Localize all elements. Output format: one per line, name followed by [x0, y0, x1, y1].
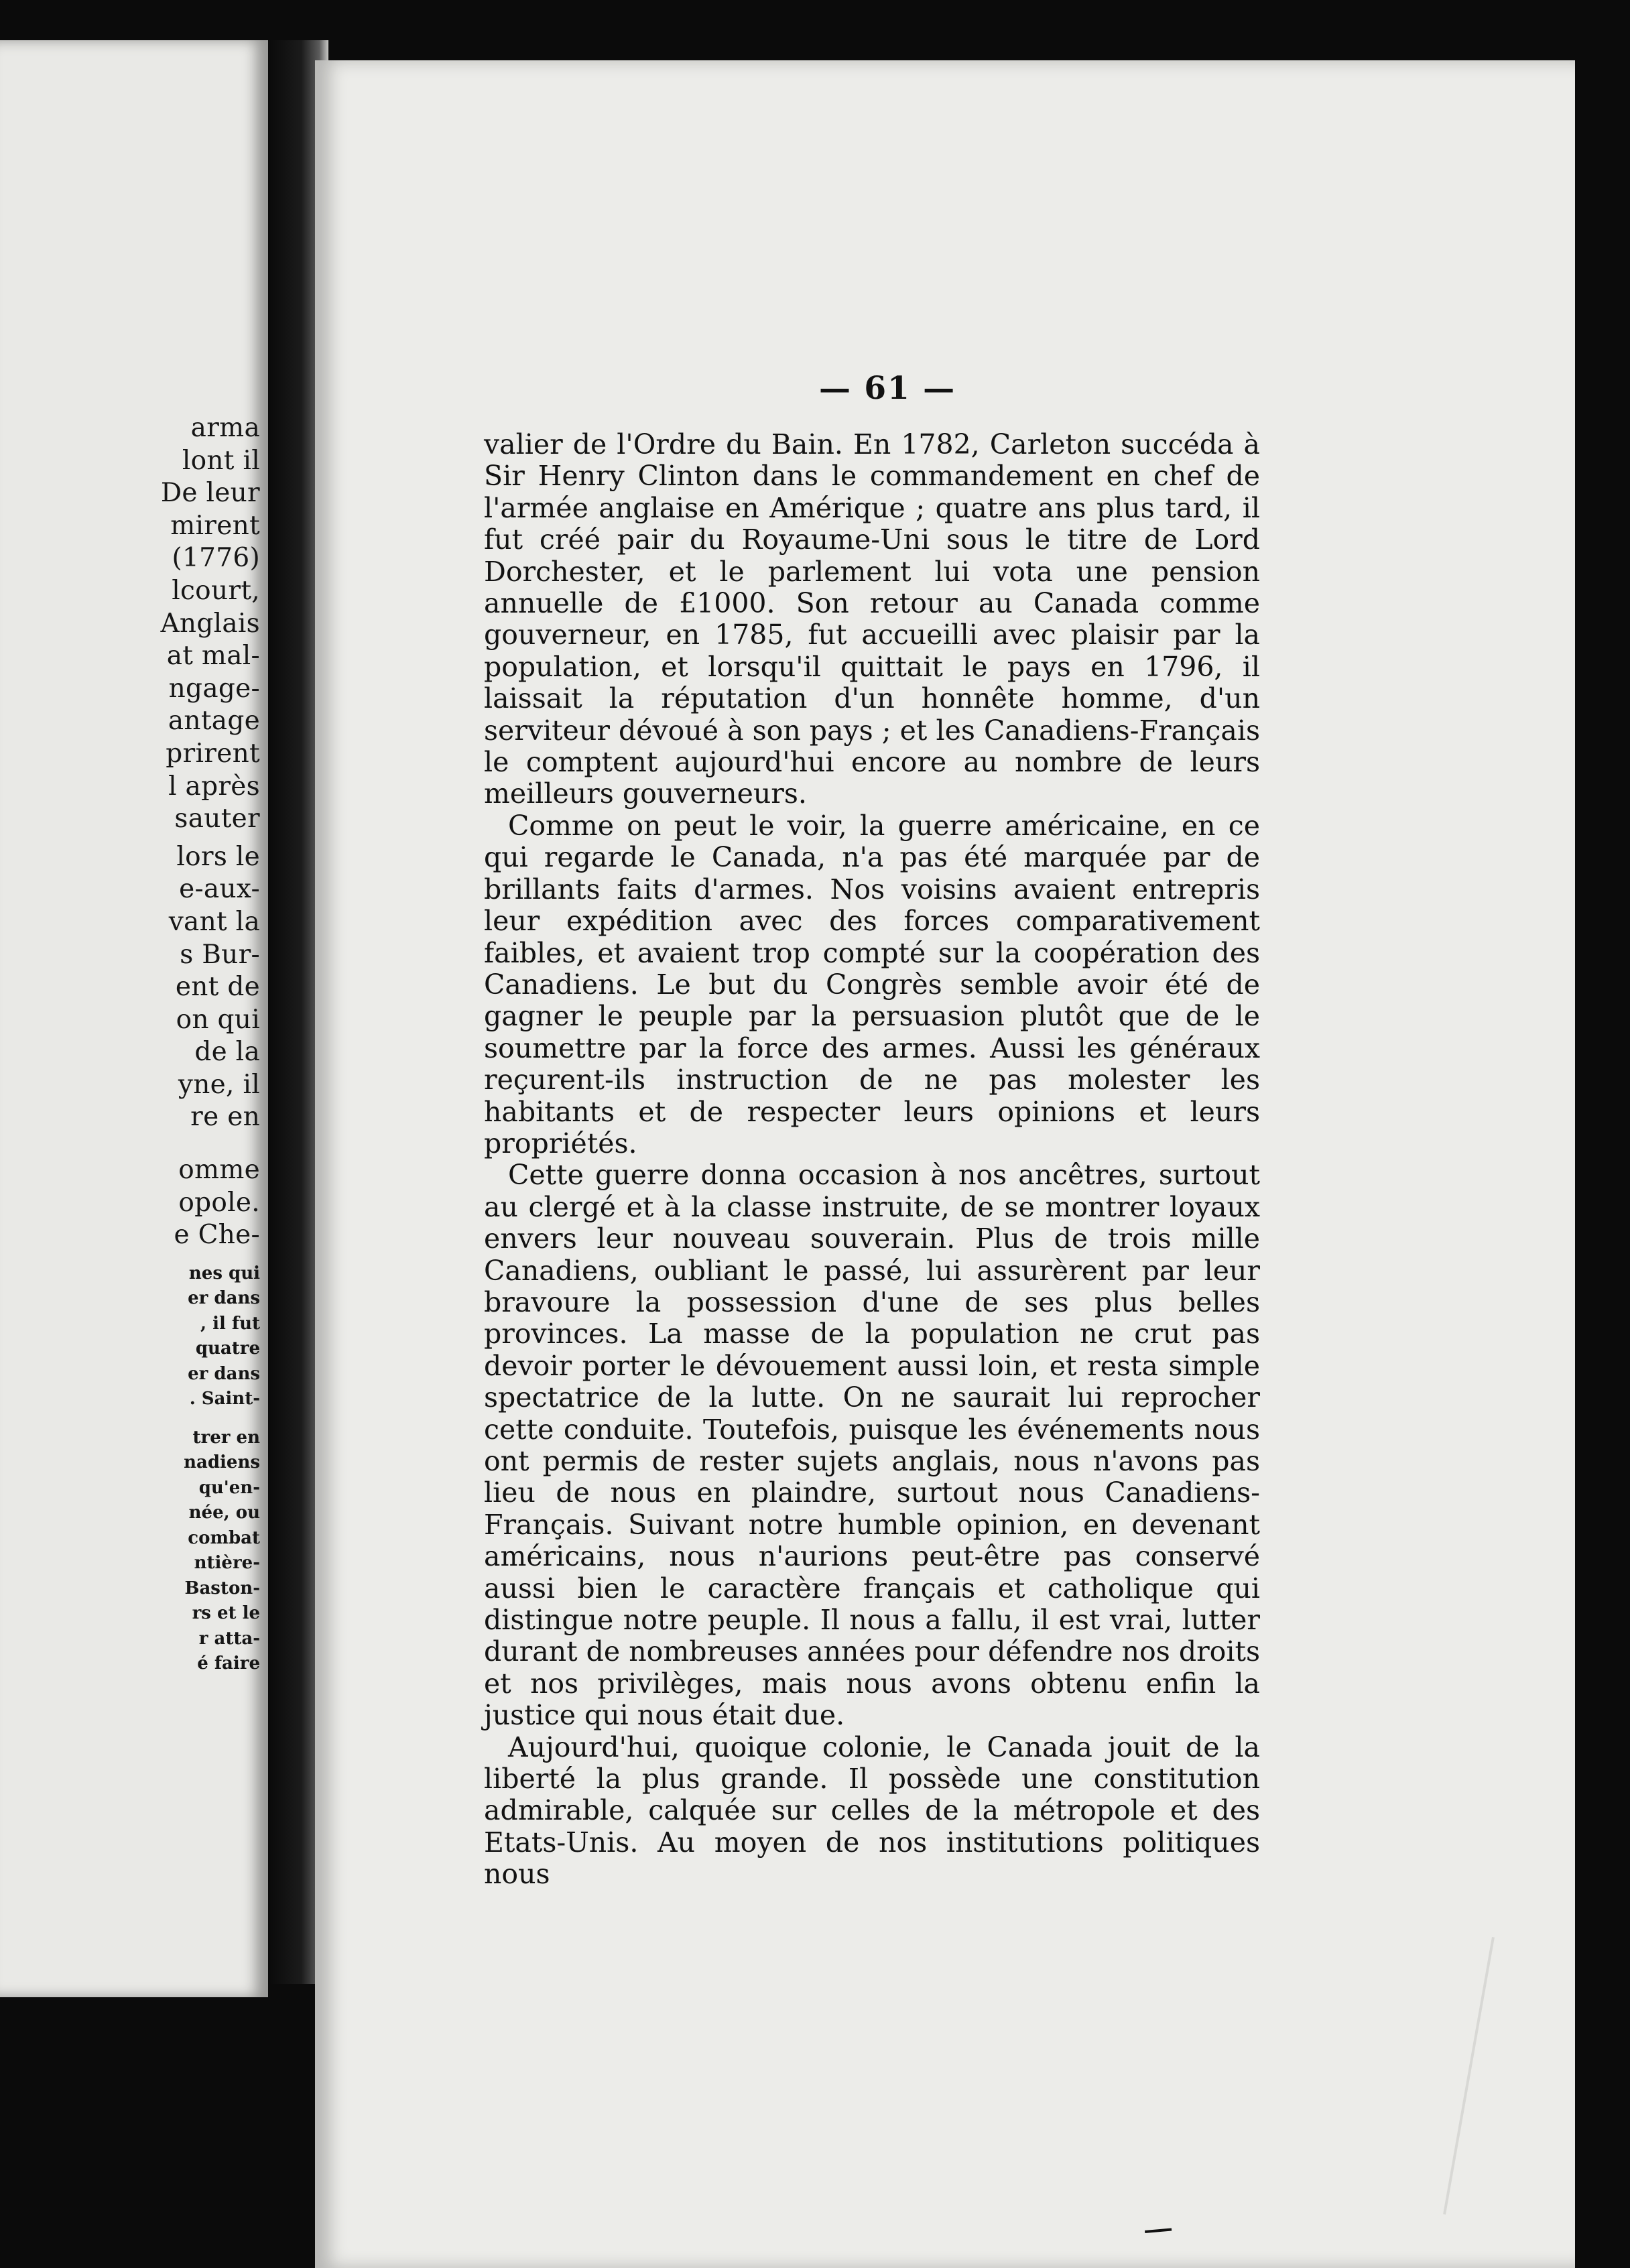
left-page-line: e Che- — [174, 1220, 260, 1251]
left-page-line: ngage- — [168, 673, 260, 704]
left-page-line: trer en — [192, 1427, 260, 1448]
left-page-line: sauter — [174, 804, 260, 834]
left-page-line: ntière- — [194, 1553, 260, 1574]
left-page-line: opole. — [178, 1187, 260, 1218]
left-page-line: lont il — [182, 445, 260, 476]
left-page-line: combat — [188, 1527, 260, 1548]
page-number: — 61 — — [819, 370, 956, 407]
left-page-line: lcourt, — [172, 575, 260, 606]
left-page-line: de la — [194, 1037, 260, 1068]
left-page-line: ent de — [175, 972, 260, 1003]
left-page-line: er dans — [188, 1288, 260, 1309]
left-page-line: at mal- — [166, 641, 260, 672]
paragraph-2: Comme on peut le voir, la guerre américaine, en ce qui regarde le Canada, n'a pas été marquée par de brillants faits d'armes. Nos voisins avaient entrepris leur expédition avec des forces comparativement faibles, et avaient trop compté sur la coopération des Canadiens. Le but du Congrès semble avoir été de gagner le peuple par la persuasion plutôt que de le soumettre par la force des armes. Aussi les généraux reçurent-ils instruction de ne pas molester les habitants et de respecter leurs opinions et leurs propriétés. — [484, 809, 1260, 1159]
left-page-line: re en — [190, 1102, 260, 1133]
left-page-line: Anglais — [160, 608, 260, 639]
page-body-text — [484, 429, 1260, 1891]
paragraph-4: Aujourd'hui, quoique colonie, le Canada jouit de la liberté la plus grande. Il possède une constitution admirable, calquée sur celles de la métropole et des Etats-Unis. Au moyen de nos institutions politiques nous — [484, 1730, 1260, 1891]
left-page-line: rs et le — [192, 1603, 260, 1624]
left-page-text — [5, 412, 260, 1677]
left-page-line: er dans — [188, 1363, 260, 1384]
left-page-line: yne, il — [178, 1069, 260, 1100]
left-page-line: s Bur- — [180, 939, 260, 970]
left-page-line: De leur — [160, 478, 260, 509]
left-page-line: (1776) — [172, 543, 260, 574]
left-facing-page — [0, 40, 268, 1997]
left-page-line: l après — [168, 771, 260, 802]
left-page-line: nes qui — [188, 1263, 260, 1283]
left-page-line: nadiens — [184, 1452, 260, 1473]
left-page-line: omme — [178, 1155, 260, 1186]
left-page-line: antage — [168, 706, 260, 737]
left-page-line: vant la — [168, 906, 260, 937]
left-page-line: née, ou — [188, 1503, 260, 1523]
left-page-line: prirent — [166, 738, 260, 769]
left-page-line: quatre — [195, 1338, 260, 1359]
left-page-line: qu'en- — [198, 1477, 260, 1498]
paragraph-3: Cette guerre donna occasion à nos ancêtres, surtout au clergé et à la classe instruite, de se montrer loyaux envers leur nouveau souverain. Plus de trois mille Canadiens, oubliant le passé, lui assurèrent par leur bravoure la possession d'une de ses plus belles provinces. La masse de la population ne crut pas devoir porter le dévouement aussi loin, et resta simple spectatrice de la lutte. On ne saurait lui reprocher cette conduite. Toutefois, puisque les événements nous ont permis de rester sujets anglais, nous n'avons pas lieu de nous en plaindre, surtout nous Canadiens-Français. Suivant notre humble opinion, en devenant américains, nous n'aurions peut-être pas conservé aussi bien le caractère français et catholique qui distingue notre peuple. Il nous a fallu, il est vrai, lutter durant de nombreuses années pour défendre nos droits et nos privilèges, mais nous avons obtenu enfin la justice qui nous était due. — [484, 1159, 1260, 1732]
paragraph-1: valier de l'Ordre du Bain. En 1782, Carleton succéda à Sir Henry Clinton dans le commandement en chef de l'armée anglaise en Amérique ; quatre ans plus tard, il fut créé pair du Royaume-Uni sous le titre de Lord Dorchester, et le parlement lui vota une pension annuelle de £1000. Son retour au Canada comme gouverneur, en 1785, fut accueilli avec plaisir par la population, et lorsqu'il quittait le pays en 1796, il laissait la réputation d'un honnête homme, d'un serviteur dévoué à son pays ; et les Canadiens-Français le comptent aujourd'hui encore au nombre de leurs meilleurs gouverneurs. — [484, 428, 1260, 810]
left-page-line: e-aux- — [179, 874, 260, 905]
left-page-line: arma — [190, 413, 260, 443]
left-page-line: lors le — [176, 841, 260, 872]
left-page-line: mirent — [170, 510, 260, 541]
left-page-line: . Saint- — [189, 1389, 260, 1409]
left-page-line: Baston- — [184, 1578, 260, 1598]
left-page-line: on qui — [176, 1004, 260, 1035]
left-page-line: é faire — [197, 1653, 260, 1674]
left-page-line: , il fut — [200, 1313, 260, 1334]
left-page-line: r atta- — [198, 1628, 260, 1649]
